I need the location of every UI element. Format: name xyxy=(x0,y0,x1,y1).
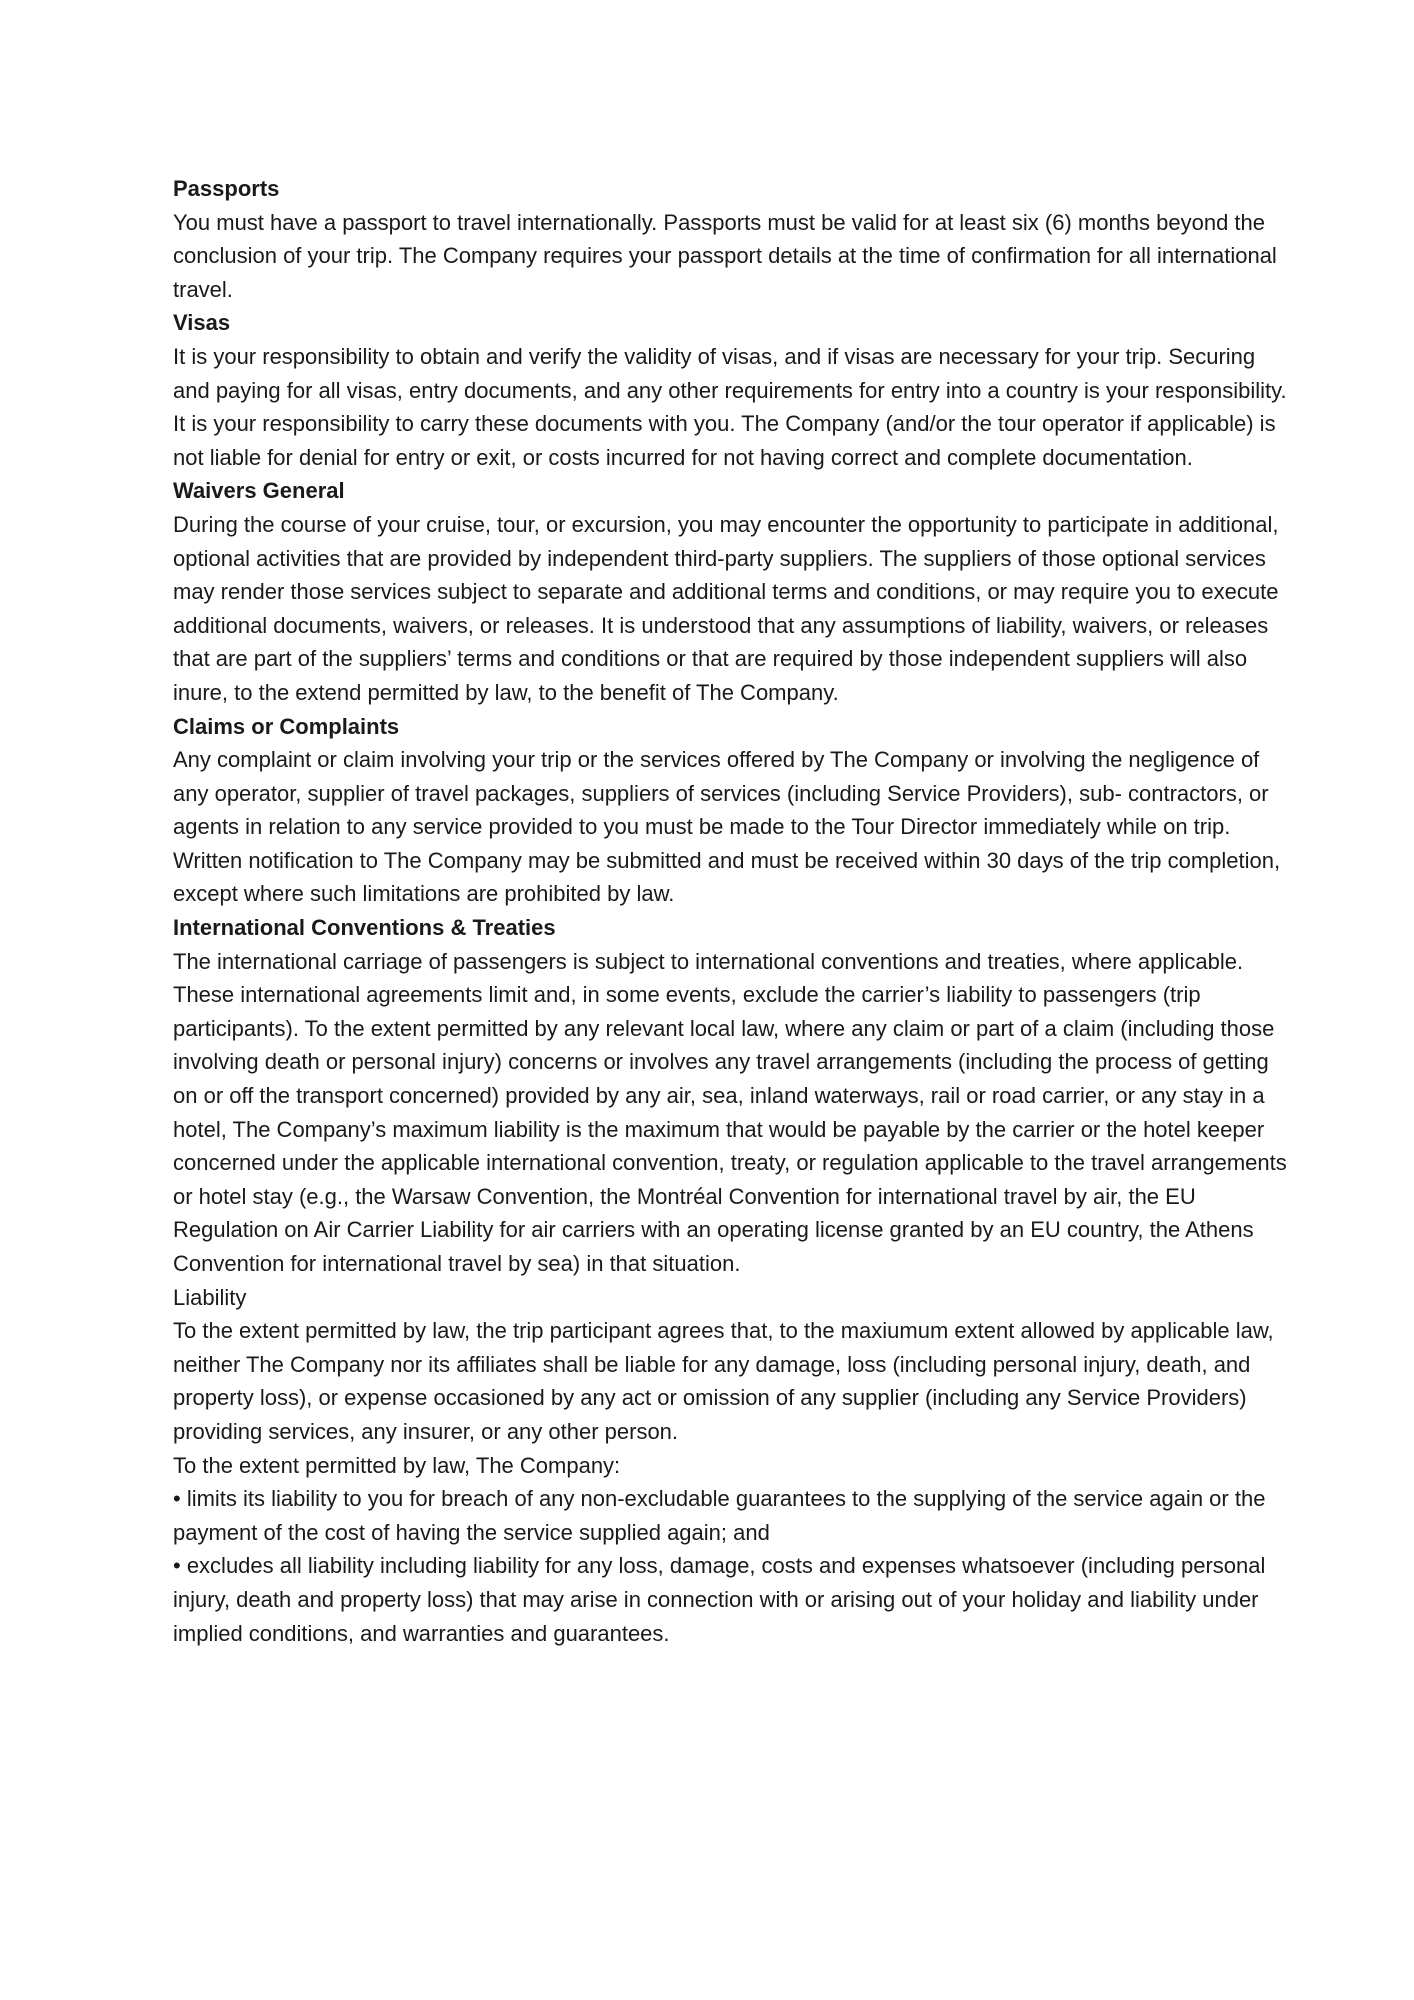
section-heading-passports: Passports xyxy=(173,176,280,201)
section-paragraph: You must have a passport to travel internationally. Passports must be valid for at least six (6) months beyond the conclusion of your trip. The Company requires your passport details at the time of confirmation for all international travel. xyxy=(173,209,1277,302)
section-paragraph: To the extent permitted by law, the trip participant agrees that, to the maxiumum extent allowed by applicable law, neither The Company nor its affiliates shall be liable for any damage, loss (including personal injury, death, and property loss), or expense occasioned by any act or omission of any supplier (including any Service Providers) providing services, any insurer, or any other person. xyxy=(173,1318,1274,1444)
section-paragraph: Written notification to The Company may be submitted and must be received within 30 days of the trip completion, except where such limitations are prohibited by law. xyxy=(173,847,1281,907)
document-page xyxy=(173,172,1293,1650)
section-paragraph: The international carriage of passengers is subject to international conventions and treaties, where applicable. These international agreements limit and, in some events, exclude the carrier’s liability to passengers (trip participants). To the extent permitted by any relevant local law, where any claim or part of a claim (including those involving death or personal injury) concerns or involves any travel arrangements (including the process of getting on or off the transport concerned) provided by any air, sea, inland waterways, rail or road carrier, or any stay in a hotel, The Company’s maximum liability is the maximum that would be payable by the carrier or the hotel keeper concerned under the applicable international convention, treaty, or regulation applicable to the travel arrangements or hotel stay (e.g., the Warsaw Convention, the Montréal Convention for international travel by air, the EU Regulation on Air Carrier Liability for air carriers with an operating license granted by an EU country, the Athens Convention for international travel by sea) in that situation. xyxy=(173,948,1287,1276)
section-heading-international-conventions: International Conventions & Treaties xyxy=(173,915,556,941)
bullet-item: • limits its liability to you for breach of any non-excludable guarantees to the supplying of the service again or the payment of the cost of having the service supplied again; and xyxy=(173,1486,1266,1545)
section-heading-claims-or-complaints: Claims or Complaints xyxy=(173,713,400,739)
section-paragraph: During the course of your cruise, tour, or excursion, you may encounter the opportunity to participate in additional, optional activities that are provided by independent third-party suppliers. The suppliers of those optional services may render those services subject to separate and additional terms and conditions, or may require you to execute additional documents, waivers, or releases. It is understood that any assumptions of liability, waivers, or releases that are part of the suppliers’ terms and conditions or that are required by those independent suppliers will also inure, to the extend permitted by law, to the benefit of The Company. xyxy=(173,511,1279,705)
section-paragraph: To the extent permitted by law, The Company: xyxy=(173,1452,621,1478)
section-paragraph: It is your responsibility to obtain and verify the validity of visas, and if visas are necessary for your trip. Securing and paying for all visas, entry documents, and any other requirements for entry into a country is your responsibility. It is your responsibility to carry these documents with you. The Company (and/or the tour operator if applicable) is not liable for denial for entry or exit, or costs incurred for not having correct and complete documentation. xyxy=(173,343,1287,470)
bullet-item: • excludes all liability including liability for any loss, damage, costs and expenses whatsoever (including personal injury, death and property loss) that may arise in connection with or arising out of your holiday and liability under implied conditions, and warranties and guarantees. xyxy=(173,1553,1266,1646)
section-heading-waivers-general: Waivers General xyxy=(173,478,345,504)
section-heading-visas: Visas xyxy=(173,310,231,336)
section-heading-liability: Liability xyxy=(173,1284,247,1310)
section-paragraph: Any complaint or claim involving your trip or the services offered by The Company or involving the negligence of any operator, supplier of travel packages, suppliers of services (including Service Providers), sub- contractors, or agents in relation to any service provided to you must be made to the Tour Director immediately while on trip. xyxy=(173,747,1269,840)
